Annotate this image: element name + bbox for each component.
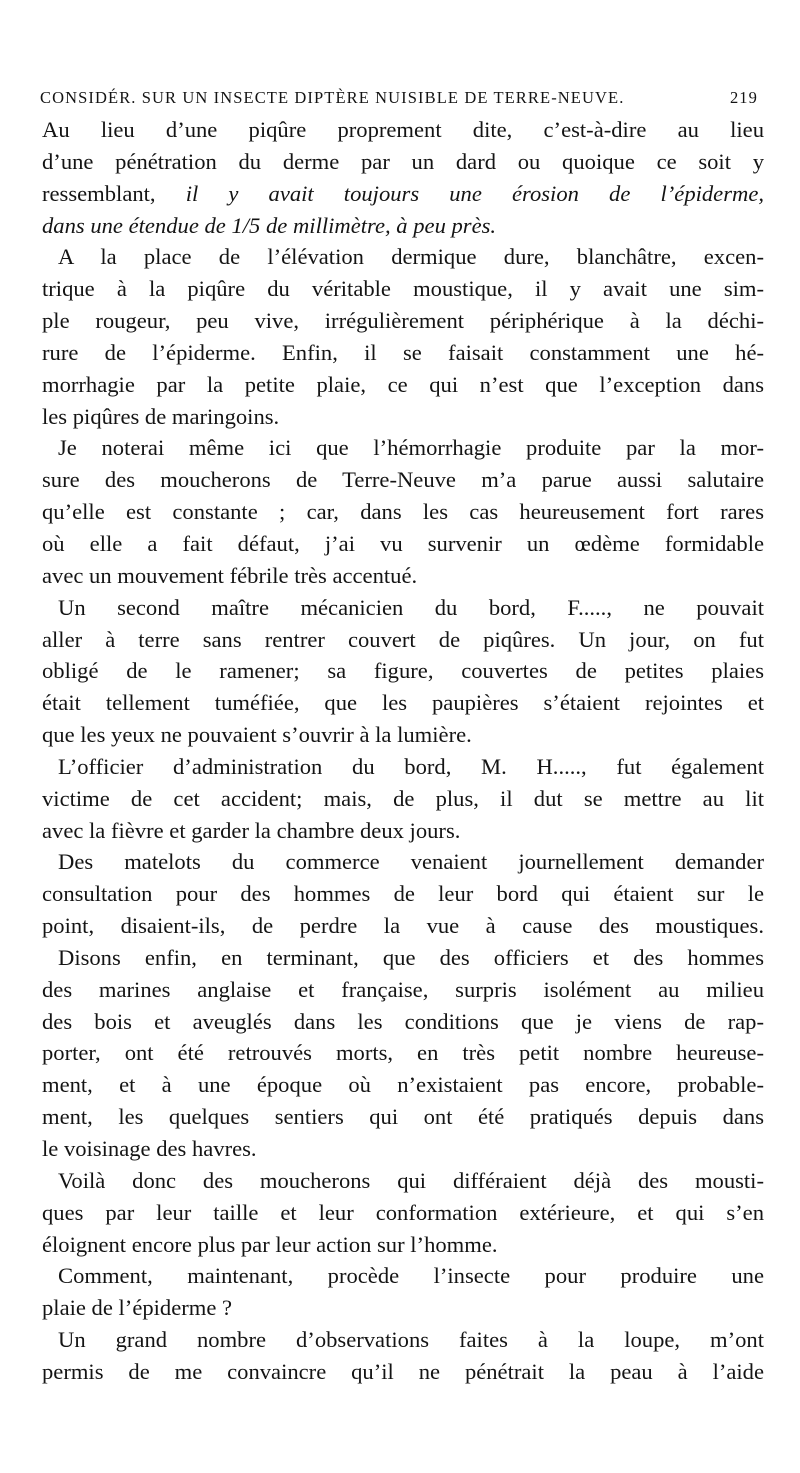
text-line: plaie de l’épiderme ? xyxy=(42,1295,233,1321)
text-line: était tellement tuméfiée, que les paupières s’étaient rejointes et xyxy=(42,690,764,716)
page-number: 219 xyxy=(729,88,758,107)
text-line: des marines anglaise et française, surpris isolément au milieu xyxy=(42,976,764,1002)
text-line: ressemblant, il y avait toujours une érosion de l’épiderme, xyxy=(42,180,764,206)
running-head xyxy=(40,88,758,108)
text-line: consultation pour des hommes de leur bord qui étaient sur le xyxy=(42,881,764,907)
text-line: Disons enfin, en terminant, que des officiers et des hommes xyxy=(58,944,764,970)
text-line: aller à terre sans rentrer couvert de piqûres. Un jour, on fut xyxy=(42,626,764,652)
text-line: victime de cet accident; mais, de plus, il dut se mettre au lit xyxy=(42,785,764,811)
text-line: qu’elle est constante ; car, dans les cas heureusement fort rares xyxy=(42,499,764,525)
body-text xyxy=(42,114,764,1388)
text-line: éloignent encore plus par leur action sur l’homme. xyxy=(42,1231,498,1257)
text-line: dans une étendue de 1/5 de millimètre, à peu près. xyxy=(42,212,497,238)
text-line: que les yeux ne pouvaient s’ouvrir à la lumière. xyxy=(42,722,472,748)
text-line: d’une pénétration du derme par un dard ou quoique ce soit y xyxy=(42,148,764,174)
text-line: avec un mouvement fébrile très accentué. xyxy=(42,562,418,588)
text-line: ment, les quelques sentiers qui ont été pratiqués depuis dans xyxy=(42,1104,764,1130)
text-line: ment, et à une époque où n’existaient pas encore, probable- xyxy=(42,1072,764,1098)
text-line: les piqûres de maringoins. xyxy=(42,403,280,429)
text-line: avec la fièvre et garder la chambre deux jours. xyxy=(42,817,461,843)
text-line: Un grand nombre d’observations faites à la loupe, m’ont xyxy=(58,1327,764,1353)
text-line: trique à la piqûre du véritable moustique, il y avait une sim- xyxy=(42,276,764,302)
text-line: Comment, maintenant, procède l’insecte pour produire une xyxy=(58,1263,764,1289)
running-head-title: CONSIDÉR. SUR UN INSECTE DIPTÈRE NUISIBLE DE TERRE-NEUVE. xyxy=(40,88,625,107)
text-line: Je noterai même ici que l’hémorrhagie produite par la mor- xyxy=(58,435,764,461)
text-line: obligé de le ramener; sa figure, couvertes de petites plaies xyxy=(42,658,764,684)
text-line: Un second maître mécanicien du bord, F....., ne pouvait xyxy=(58,594,764,620)
text-line: Au lieu d’une piqûre proprement dite, c’est-à-dire au lieu xyxy=(42,117,764,142)
text-line: sure des moucherons de Terre-Neuve m’a parue aussi salutaire xyxy=(42,467,764,493)
text-line: où elle a fait défaut, j’ai vu survenir un œdème formidable xyxy=(42,530,764,556)
text-line: porter, ont été retrouvés morts, en très petit nombre heureuse- xyxy=(42,1040,764,1066)
text-line: des bois et aveuglés dans les conditions que je viens de rap- xyxy=(42,1008,764,1034)
text-line: A la place de l’élévation dermique dure, blanchâtre, excen- xyxy=(58,244,764,270)
text-line: permis de me convaincre qu’il ne pénétrait la peau à l’aide xyxy=(42,1358,764,1384)
text-line: L’officier d’administration du bord, M. H....., fut également xyxy=(58,753,764,779)
text-line: ques par leur taille et leur conformation extérieure, et qui s’en xyxy=(42,1199,764,1225)
text-line: rure de l’épiderme. Enfin, il se faisait constamment une hé- xyxy=(42,339,764,365)
text-line: point, disaient-ils, de perdre la vue à cause des moustiques. xyxy=(42,913,764,939)
italic-text: il y avait toujours une érosion de l’épiderme, xyxy=(185,180,764,206)
text-line: ple rougeur, peu vive, irrégulièrement périphérique à la déchi- xyxy=(42,308,764,334)
text-line: Voilà donc des moucherons qui différaient déjà des mousti- xyxy=(58,1167,764,1193)
text-line: Des matelots du commerce venaient journellement demander xyxy=(58,849,764,875)
text-line: morrhagie par la petite plaie, ce qui n’est que l’exception dans xyxy=(42,371,764,397)
text-line: le voisinage des havres. xyxy=(42,1136,257,1161)
